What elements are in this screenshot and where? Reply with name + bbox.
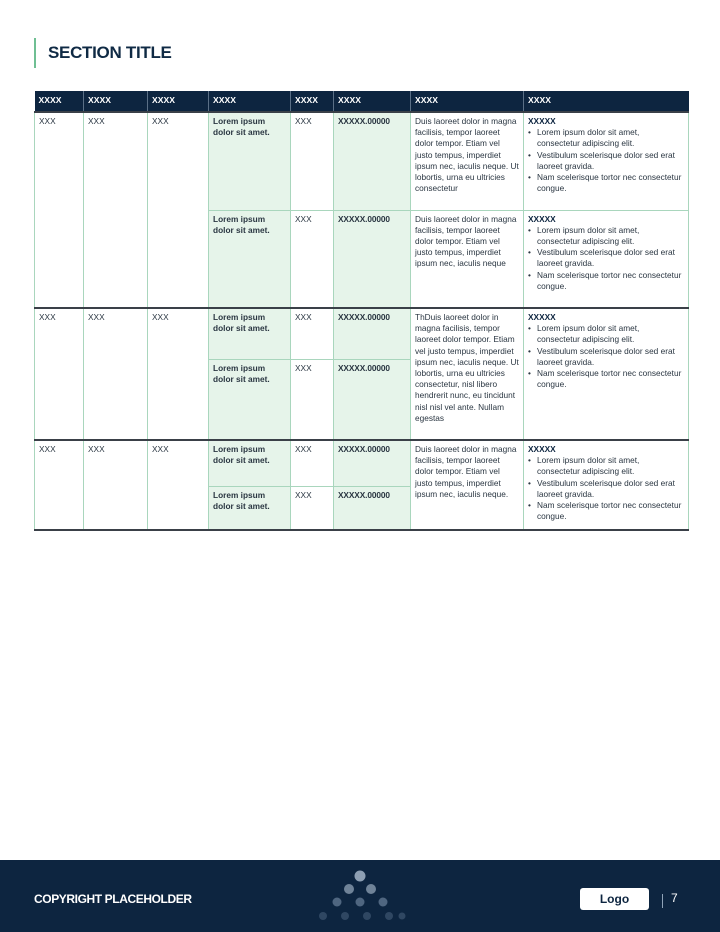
table-row	[35, 440, 689, 486]
notes-item: • Vestibulum scelerisque dolor sed erat laoreet gravida.	[528, 346, 684, 368]
notes-list	[528, 323, 684, 390]
notes-item: • Vestibulum scelerisque dolor sed erat laoreet gravida.	[528, 247, 684, 269]
item-name-cell: Lorem ipsum dolor sit amet.	[209, 486, 291, 530]
table-cell: XXX	[148, 308, 209, 440]
notes-list	[528, 455, 684, 522]
notes-item: • Vestibulum scelerisque dolor sed erat laoreet gravida.	[528, 478, 684, 500]
code-cell: XXXXX.00000	[334, 210, 411, 308]
item-name-cell: Lorem ipsum dolor sit amet.	[209, 440, 291, 486]
data-table	[34, 91, 689, 531]
description-cell: Duis laoreet dolor in magna facilisis, tempor laoreet dolor tempor. Etiam vel justo tempus, imperdiet ipsum nec, iaculis neque. Ut lobortis, urna eu ultricies consectetur	[411, 112, 524, 210]
table-cell: XXX	[291, 440, 334, 486]
notes-cell	[524, 112, 689, 210]
item-name-cell: Lorem ipsum dolor sit amet.	[209, 308, 291, 359]
table-cell: XXX	[148, 440, 209, 530]
notes-title: XXXXX	[528, 312, 556, 322]
notes-item: • Nam scelerisque tortor nec consectetur congue.	[528, 368, 684, 390]
notes-item: • Nam scelerisque tortor nec consectetur congue.	[528, 270, 684, 292]
table-cell: XXX	[291, 210, 334, 308]
notes-title: XXXXX	[528, 213, 556, 224]
notes-title: XXXXX	[528, 444, 556, 454]
column-header: XXXX	[209, 91, 291, 112]
table-cell: XXX	[148, 112, 209, 308]
notes-list	[528, 127, 684, 194]
code-cell: XXXXX.00000	[334, 486, 411, 530]
table-cell: XXX	[291, 112, 334, 210]
notes-item: • Nam scelerisque tortor nec consectetur congue.	[528, 172, 684, 194]
table-cell: XXX	[84, 112, 148, 308]
notes-title: XXXXX	[528, 116, 556, 126]
code-cell: XXXXX.00000	[334, 308, 411, 359]
column-header: XXXX	[411, 91, 524, 112]
column-header: XXXX	[291, 91, 334, 112]
notes-cell	[524, 440, 689, 530]
table-cell: XXX	[84, 440, 148, 530]
notes-item: • Lorem ipsum dolor sit amet, consectetur adipiscing elit.	[528, 323, 684, 345]
item-name-cell: Lorem ipsum dolor sit amet.	[209, 210, 291, 308]
table-row	[35, 112, 689, 210]
notes-cell	[524, 210, 689, 308]
code-cell: XXXXX.00000	[334, 359, 411, 440]
table-cell: XXX	[35, 308, 84, 440]
page-footer	[0, 860, 720, 932]
table-cell: XXX	[84, 308, 148, 440]
column-header: XXXX	[84, 91, 148, 112]
notes-item: • Lorem ipsum dolor sit amet, consectetur adipiscing elit.	[528, 127, 684, 149]
description-cell: Duis laoreet dolor in magna facilisis, tempor laoreet dolor tempor. Etiam vel justo tempus, imperdiet ipsum nec, iaculis neque	[411, 210, 524, 308]
description-cell: Duis laoreet dolor in magna facilisis, tempor laoreet dolor tempor. Etiam vel justo tempus, imperdiet ipsum nec, iaculis neque.	[411, 440, 524, 530]
notes-item: • Lorem ipsum dolor sit amet, consectetur adipiscing elit.	[528, 455, 684, 477]
logo: Logo	[580, 888, 649, 910]
item-name-cell: Lorem ipsum dolor sit amet.	[209, 112, 291, 210]
notes-item: • Nam scelerisque tortor nec consectetur congue.	[528, 500, 684, 522]
footer-divider	[662, 894, 663, 908]
section-title-block	[34, 38, 172, 68]
notes-item: • Lorem ipsum dolor sit amet, consectetur adipiscing elit.	[528, 225, 684, 247]
code-cell: XXXXX.00000	[334, 112, 411, 210]
notes-item: • Vestibulum scelerisque dolor sed erat laoreet gravida.	[528, 150, 684, 172]
column-header: XXXX	[334, 91, 411, 112]
code-cell: XXXXX.00000	[334, 440, 411, 486]
copyright-text: COPYRIGHT PLACEHOLDER	[34, 892, 192, 906]
description-cell: ThDuis laoreet dolor in magna facilisis, tempor laoreet dolor tempor. Etiam vel justo tempus, imperdiet ipsum nec, iaculis neque. Ut lobortis, urna eu ultricies consectetur, nisl libero hendrerit nunc, eu tincidunt nisl nisl vel ante. Nullam egestas	[411, 308, 524, 440]
notes-list	[528, 225, 684, 292]
table-cell: XXX	[35, 440, 84, 530]
column-header: XXXX	[35, 91, 84, 112]
table-header-row	[35, 91, 689, 112]
notes-cell	[524, 308, 689, 440]
column-header: XXXX	[148, 91, 209, 112]
page-number: 7	[671, 891, 678, 905]
table-row	[35, 308, 689, 359]
table-cell: XXX	[291, 308, 334, 359]
table-cell: XXX	[35, 112, 84, 308]
table-cell: XXX	[291, 359, 334, 440]
item-name-cell: Lorem ipsum dolor sit amet.	[209, 359, 291, 440]
table-cell: XXX	[291, 486, 334, 530]
column-header: XXXX	[524, 91, 689, 112]
section-title: SECTION TITLE	[48, 43, 172, 62]
